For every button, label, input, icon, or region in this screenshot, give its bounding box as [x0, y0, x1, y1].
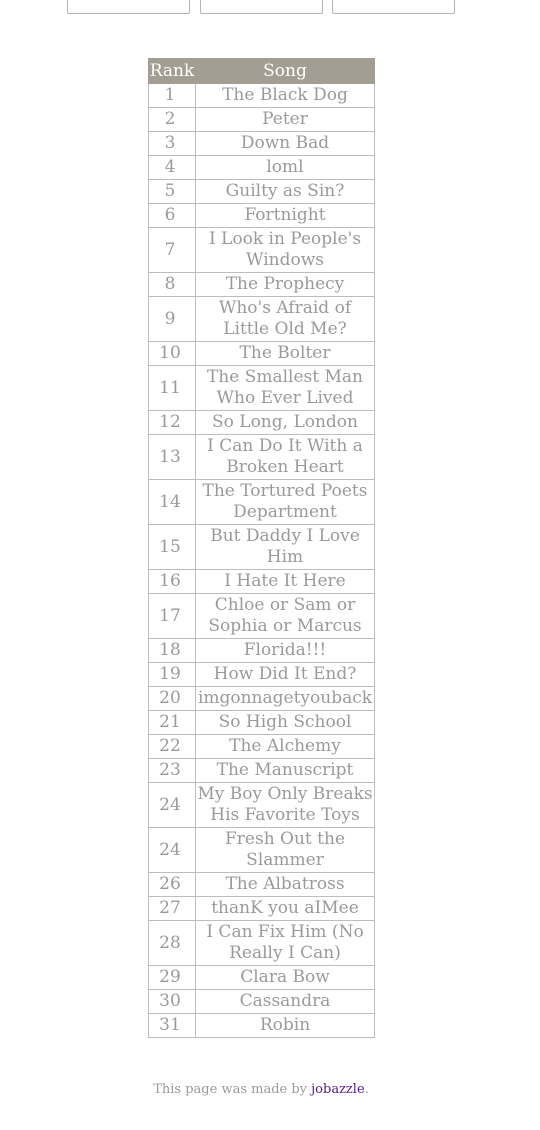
top-button-2[interactable]: [200, 0, 323, 14]
rank-cell: 13: [149, 435, 196, 480]
rank-cell: 24: [149, 783, 196, 828]
rank-cell: 12: [149, 411, 196, 435]
song-cell: Peter: [196, 108, 375, 132]
rank-cell: 19: [149, 663, 196, 687]
song-cell: The Prophecy: [196, 273, 375, 297]
table-row: [149, 759, 375, 783]
table-row: [149, 663, 375, 687]
rank-cell: 22: [149, 735, 196, 759]
rank-cell: 26: [149, 873, 196, 897]
table-row: [149, 711, 375, 735]
song-cell: Robin: [196, 1014, 375, 1038]
song-cell: Clara Bow: [196, 966, 375, 990]
song-cell: Cassandra: [196, 990, 375, 1014]
song-cell: The Smallest Man Who Ever Lived: [196, 366, 375, 411]
rank-cell: 28: [149, 921, 196, 966]
footer: [0, 1082, 522, 1097]
table-row: [149, 735, 375, 759]
song-cell: Chloe or Sam or Sophia or Marcus: [196, 594, 375, 639]
table-row: [149, 525, 375, 570]
table-row: [149, 921, 375, 966]
song-cell: Florida!!!: [196, 639, 375, 663]
rank-cell: 2: [149, 108, 196, 132]
rank-cell: 16: [149, 570, 196, 594]
song-cell: The Alchemy: [196, 735, 375, 759]
table-row: [149, 180, 375, 204]
rank-cell: 21: [149, 711, 196, 735]
table-row: [149, 108, 375, 132]
table-row: [149, 687, 375, 711]
header-song: Song: [196, 59, 375, 84]
table-header-row: [149, 59, 375, 84]
table-row: [149, 966, 375, 990]
song-cell: Fortnight: [196, 204, 375, 228]
rank-cell: 8: [149, 273, 196, 297]
rank-cell: 24: [149, 828, 196, 873]
table-row: [149, 84, 375, 108]
song-cell: I Can Do It With a Broken Heart: [196, 435, 375, 480]
song-cell: Who's Afraid of Little Old Me?: [196, 297, 375, 342]
song-cell: I Hate It Here: [196, 570, 375, 594]
table-body: [149, 84, 375, 1038]
table-row: [149, 1014, 375, 1038]
rank-cell: 23: [149, 759, 196, 783]
song-cell: So Long, London: [196, 411, 375, 435]
table-row: [149, 783, 375, 828]
table-row: [149, 228, 375, 273]
rank-cell: 6: [149, 204, 196, 228]
rank-cell: 18: [149, 639, 196, 663]
rank-cell: 31: [149, 1014, 196, 1038]
rank-cell: 11: [149, 366, 196, 411]
rank-cell: 29: [149, 966, 196, 990]
table-row: [149, 342, 375, 366]
song-cell: My Boy Only Breaks His Favorite Toys: [196, 783, 375, 828]
table-row: [149, 156, 375, 180]
rank-cell: 30: [149, 990, 196, 1014]
song-cell: imgonnagetyouback: [196, 687, 375, 711]
rank-cell: 3: [149, 132, 196, 156]
song-cell: thanK you aIMee: [196, 897, 375, 921]
author-link[interactable]: jobazzle: [311, 1082, 365, 1097]
table-row: [149, 435, 375, 480]
table-row: [149, 990, 375, 1014]
song-cell: I Look in People's Windows: [196, 228, 375, 273]
footer-suffix: .: [364, 1082, 369, 1097]
top-button-3[interactable]: [332, 0, 455, 14]
table-row: [149, 132, 375, 156]
table-row: [149, 570, 375, 594]
table-row: [149, 594, 375, 639]
header-rank: Rank: [149, 59, 196, 84]
rank-cell: 27: [149, 897, 196, 921]
song-cell: The Manuscript: [196, 759, 375, 783]
rank-cell: 1: [149, 84, 196, 108]
footer-text: This page was made by: [153, 1082, 312, 1097]
top-button-1[interactable]: [67, 0, 190, 14]
song-cell: I Can Fix Him (No Really I Can): [196, 921, 375, 966]
rank-cell: 17: [149, 594, 196, 639]
rank-cell: 15: [149, 525, 196, 570]
table-row: [149, 828, 375, 873]
table-row: [149, 273, 375, 297]
song-cell: Guilty as Sin?: [196, 180, 375, 204]
rank-cell: 9: [149, 297, 196, 342]
table-row: [149, 411, 375, 435]
song-cell: The Black Dog: [196, 84, 375, 108]
table-row: [149, 873, 375, 897]
song-cell: But Daddy I Love Him: [196, 525, 375, 570]
song-cell: So High School: [196, 711, 375, 735]
song-cell: The Bolter: [196, 342, 375, 366]
song-cell: loml: [196, 156, 375, 180]
table-row: [149, 204, 375, 228]
song-cell: The Tortured Poets Department: [196, 480, 375, 525]
rank-cell: 10: [149, 342, 196, 366]
song-cell: How Did It End?: [196, 663, 375, 687]
table-row: [149, 897, 375, 921]
top-button-bar: [0, 0, 540, 18]
rank-cell: 7: [149, 228, 196, 273]
song-cell: The Albatross: [196, 873, 375, 897]
table-row: [149, 366, 375, 411]
ranking-table: [148, 58, 375, 1038]
song-cell: Fresh Out the Slammer: [196, 828, 375, 873]
table-row: [149, 297, 375, 342]
table-row: [149, 639, 375, 663]
table-row: [149, 480, 375, 525]
song-cell: Down Bad: [196, 132, 375, 156]
rank-cell: 20: [149, 687, 196, 711]
rank-cell: 14: [149, 480, 196, 525]
rank-cell: 5: [149, 180, 196, 204]
rank-cell: 4: [149, 156, 196, 180]
